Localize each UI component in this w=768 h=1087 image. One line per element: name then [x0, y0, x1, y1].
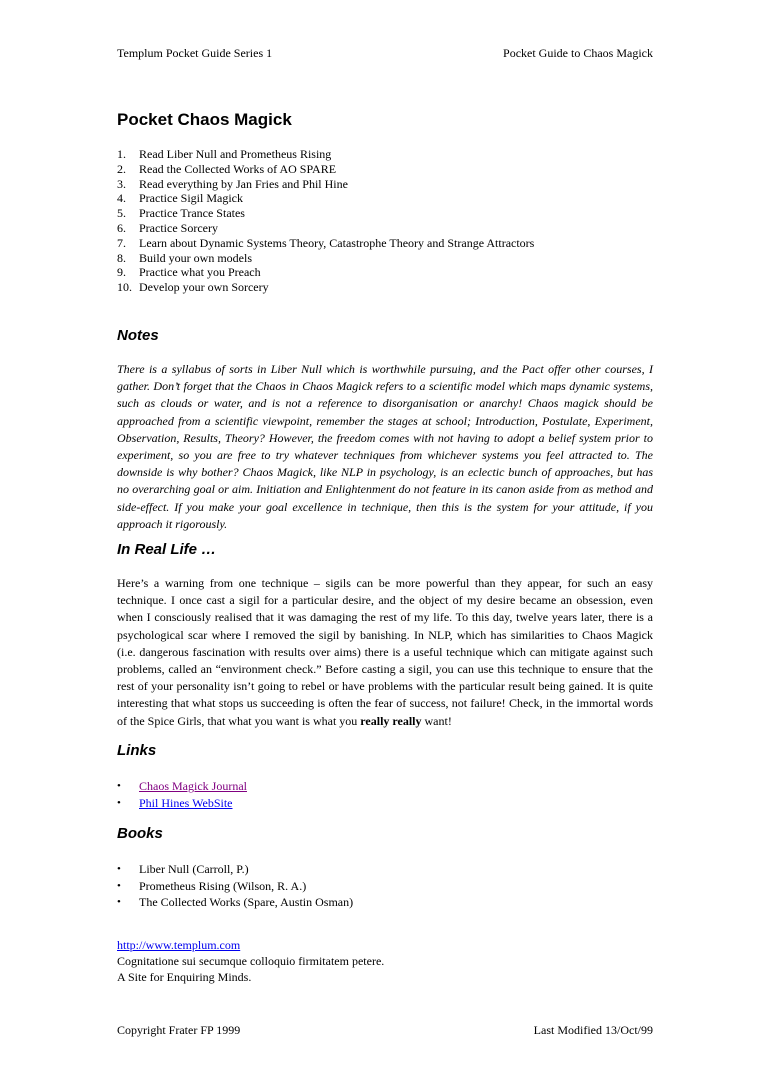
list-item: 5. Practice Trance States — [117, 206, 245, 221]
list-item: 3. Read everything by Jan Fries and Phil Hine — [117, 176, 348, 191]
chaos-magick-journal-link[interactable]: Chaos Magick Journal — [139, 779, 247, 793]
emphasis-text: really really — [360, 713, 422, 728]
list-item: • Phil Hines WebSite — [117, 795, 233, 810]
list-item: 1. Read Liber Null and Prometheus Rising — [117, 147, 332, 161]
list-item: 6. Practice Sorcery — [117, 220, 218, 235]
links-list — [117, 778, 247, 811]
list-item: • The Collected Works (Spare, Austin Osman) — [117, 895, 354, 909]
list-item: • Liber Null (Carroll, P.) — [117, 862, 249, 876]
phil-hines-website-link[interactable]: Phil Hines WebSite — [139, 795, 233, 810]
list-item: 2. Read the Collected Works of AO SPARE — [117, 161, 337, 176]
books-heading: Books — [117, 825, 163, 842]
list-item: 4. Practice Sigil Magick — [117, 191, 243, 206]
real-life-heading: In Real Life … — [117, 541, 217, 558]
header-guide-title: Pocket Guide to Chaos Magick — [503, 46, 653, 60]
page-title: Pocket Chaos Magick — [117, 110, 292, 129]
list-item: 9. Practice what you Preach — [117, 265, 261, 280]
list-item: 7. Learn about Dynamic Systems Theory, Catastrophe Theory and Strange Attractors — [117, 235, 535, 250]
steps-list — [117, 147, 653, 295]
real-life-body: Here’s a warning from one technique – sigils can be more powerful than they appear, for such an easy technique. I once cast a sigil for a particular desire, and the object of my desire became an obsession, even when I consciously realised that it was damaging the rest of my life. To this day, twelve years later, there is a psychological scar where I removed the sigil by banishing. In NLP, which has similarities to Chaos Magick (i.e. dangerous fascination with results over aims) there is a useful technique which can mitigate against such problems, called an “environment check.” Before casting a sigil, you can use this technique to ensure that the rest of your personality isn’t going to rebel or have problems with the particular result being gained. It is quite interesting that what stops us succeeding is often the fear of success, not failure! Check, in the immortal words of the Spice Girls, that what you want is what you really really want! — [117, 576, 653, 728]
notes-heading: Notes — [117, 327, 159, 344]
list-item: 8. Build your own models — [117, 250, 252, 265]
list-item: 10. Develop your own Sorcery — [117, 280, 269, 295]
site-info — [117, 937, 384, 985]
site-tagline: A Site for Enquiring Minds. — [117, 970, 252, 984]
footer-last-modified: Last Modified 13/Oct/99 — [533, 1023, 653, 1037]
page-footer — [117, 1023, 653, 1038]
page-header — [117, 46, 653, 61]
site-motto: Cognitatione sui secumque colloquio firmitatem petere. — [117, 954, 385, 968]
list-item: • Chaos Magick Journal — [117, 779, 247, 793]
footer-copyright: Copyright Frater FP 1999 — [117, 1023, 241, 1037]
header-series: Templum Pocket Guide Series 1 — [117, 46, 273, 60]
books-list — [117, 861, 353, 911]
links-heading: Links — [117, 742, 157, 759]
templum-site-link[interactable]: http://www.templum.com — [117, 938, 241, 952]
notes-body: There is a syllabus of sorts in Liber Null which is worthwhile pursuing, and the Pact offer other courses, I gather. Don’t forget that the Chaos in Chaos Magick refers to a scientific model which maps dynamic systems, such as clouds or water, and is not a reference to disorganisation or anarchy! Chaos magick should be approached from a scientific viewpoint, remember the stages at school; Introduction, Postulate, Experiment, Observation, Results, Theory? However, the freedom comes with not having to adopt a belief system prior to experiment, so you are free to try whatever techniques from whichever systems you feel attracted to. The downside is why bother? Chaos Magick, like NLP in psychology, is an eclectic bunch of approaches, but has no overarching goal or aim. Initiation and Enlightenment do not feature in its canon aside from as method and side-effect. If you make your goal excellence in technique, then this is the system for your attitude, if you approach it rigorously. — [117, 362, 653, 531]
list-item: • Prometheus Rising (Wilson, R. A.) — [117, 878, 307, 893]
